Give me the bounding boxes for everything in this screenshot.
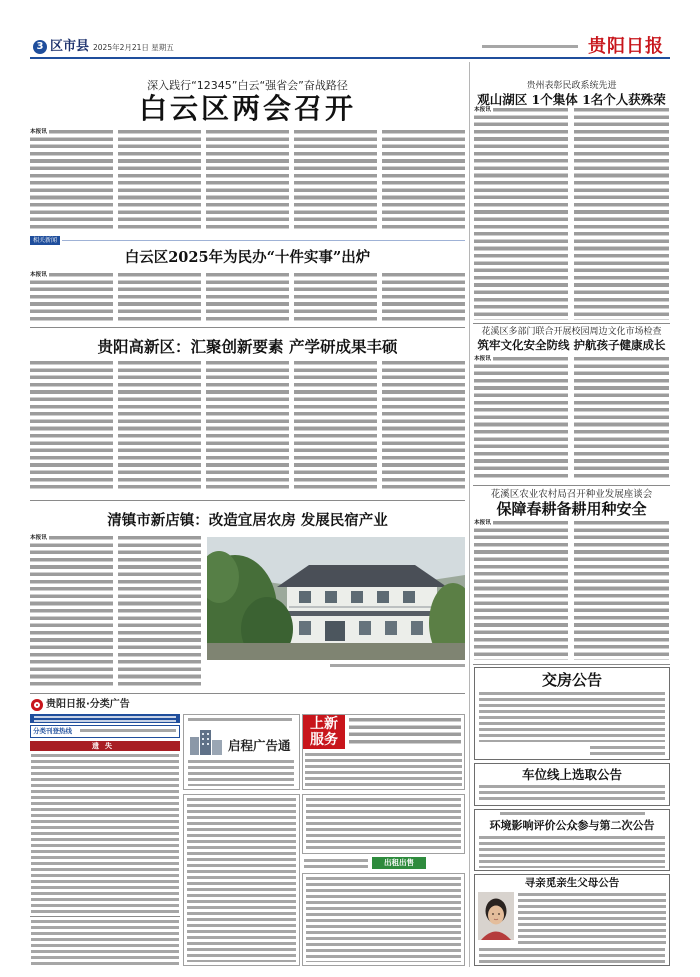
article-separator (30, 693, 465, 694)
lead-label: 本报讯 (30, 535, 47, 541)
article-body-text (382, 273, 465, 324)
lead-label: 本报讯 (474, 520, 491, 526)
hotline-numbers (80, 729, 176, 733)
article-body-text (574, 357, 669, 481)
lost-notices-text (31, 920, 179, 965)
column-divider (469, 62, 470, 967)
classified-separator (30, 916, 180, 917)
classified-banner: 贵阳日报·分类广告 (46, 699, 130, 710)
related-news-tag: 相关新闻 (30, 236, 60, 245)
editor-credits (482, 45, 578, 49)
notice-title: 寻亲觅亲生父母公告 (524, 877, 620, 889)
article-headline: 筑牢文化安全防线 护航孩子健康成长 (477, 338, 666, 352)
article-headline: 白云区2025年为民办“十件实事”出炉 (124, 249, 371, 266)
notice-title: 车位线上选取公告 (521, 767, 622, 782)
article-separator (473, 664, 670, 665)
newspaper-logo-icon (31, 699, 43, 711)
lost-notices-header: 遗失 (30, 741, 180, 751)
ad-brand-name: 启程广告通 (228, 738, 291, 753)
rent-sale-tag: 出租出售 (372, 857, 426, 869)
notice-issuer (590, 746, 665, 756)
ad-body-text (349, 718, 461, 746)
ad-slogan (188, 718, 292, 722)
classified-info-text (34, 716, 176, 722)
article-headline: 保障春耕备耕用种安全 (496, 500, 647, 518)
article-body-text (30, 273, 113, 324)
lead-label: 本报讯 (474, 107, 491, 113)
article-body-text (118, 273, 201, 324)
notice-body-text (479, 836, 665, 868)
article-body-text (294, 130, 377, 232)
article-body-text (574, 108, 669, 320)
child-portrait (478, 892, 514, 940)
article-headline: 观山湖区 1个集体 1名个人获殊荣 (477, 92, 666, 107)
section-name: 区市县 (50, 39, 90, 54)
classified-ads-text (306, 877, 461, 962)
article-headline: 贵阳高新区：汇聚创新要素 产学研成果丰硕 (97, 337, 398, 356)
article-body-text (118, 361, 201, 492)
lead-label: 本报讯 (30, 129, 47, 135)
article-body-text (294, 273, 377, 324)
notice-body-text (479, 692, 665, 742)
notice-title: 环境影响评价公众参与第二次公告 (489, 819, 655, 832)
article-body-text (382, 361, 465, 492)
lead-label: 本报讯 (474, 356, 491, 362)
masthead-logo: 贵阳日报 (588, 36, 664, 57)
lead-label: 本报讯 (30, 272, 47, 278)
ad-contact-text (305, 753, 462, 787)
article-body-text (30, 130, 113, 232)
article-body-text (474, 357, 568, 481)
notice-body-text (479, 785, 665, 803)
building-icon (188, 727, 226, 755)
issue-date: 2025年2月21日 星期五 (93, 43, 174, 52)
article-photo (207, 537, 465, 660)
lost-notices-text (31, 754, 179, 914)
article-body-text (118, 536, 201, 689)
classified-ads-text (304, 859, 368, 868)
classified-ads-text (306, 798, 461, 850)
article-kicker: 贵州表彰民政系统先进 (526, 81, 617, 91)
article-body-text (206, 361, 289, 492)
article-body-text (474, 108, 568, 320)
child-photo (478, 892, 514, 940)
article-kicker: 花溪区农业农村局召开种业发展座谈会 (490, 489, 653, 500)
ad-body-text (188, 760, 294, 786)
article-body-text (474, 521, 568, 660)
article-separator (30, 500, 465, 501)
header-rule (30, 57, 670, 59)
article-headline: 白云区两会召开 (138, 92, 356, 125)
photo-caption (330, 664, 465, 668)
article-separator (473, 485, 670, 486)
article-headline: 清镇市新店镇：改造宜居农房 发展民宿产业 (107, 512, 388, 529)
section-rule (62, 240, 465, 241)
notice-body-text (479, 948, 665, 963)
article-kicker: 花溪区多部门联合开展校园周边文化市场检查 (481, 327, 662, 337)
service-tag: 上新服务 (303, 715, 345, 749)
village-house-photo (207, 537, 465, 660)
notice-project-line (500, 812, 645, 816)
article-body-text (574, 521, 669, 660)
notice-body-text (518, 893, 666, 946)
classified-ads-text (187, 798, 296, 962)
article-separator (30, 327, 465, 328)
article-body-text (206, 130, 289, 232)
article-body-text (382, 130, 465, 232)
article-separator (473, 323, 670, 324)
article-body-text (118, 130, 201, 232)
article-body-text (294, 361, 377, 492)
article-kicker: 深入践行“12345”白云“强省会”奋战路径 (147, 79, 348, 92)
hotline-label: 分类刊登热线 (33, 727, 72, 735)
article-body-text (30, 361, 113, 492)
section-number-badge: 3 (33, 40, 47, 54)
notice-title: 交房公告 (541, 671, 602, 689)
article-body-text (206, 273, 289, 324)
article-body-text (30, 536, 113, 689)
